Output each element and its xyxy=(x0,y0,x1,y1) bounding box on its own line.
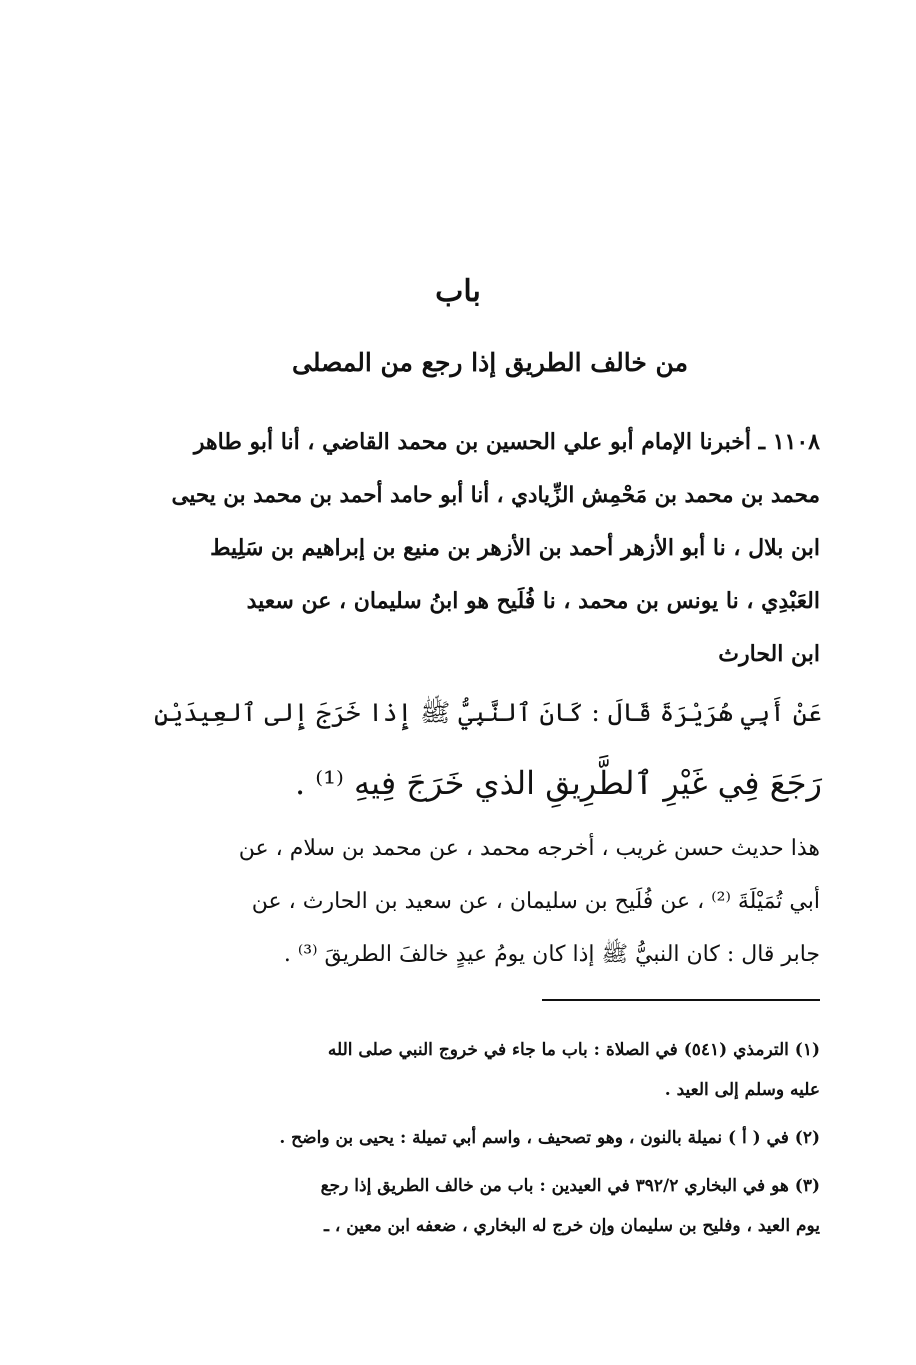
footnote-line: عليه وسلم إلى العيد . xyxy=(664,1080,820,1100)
chapter-subtitle: من خالف الطريق إذا رجع من المصلى xyxy=(292,348,688,377)
footnote-2 xyxy=(160,1118,820,1158)
hadith-commentary xyxy=(160,822,820,981)
matn-line: رَجَعَ فِي غَيْرِ ٱلطَّرِيقِ الذي خَرَجَ فِيهِ ⁽¹⁾ . xyxy=(294,764,822,802)
footnote-line: (١) الترمذي (٥٤١) في الصلاة : باب ما جاء في خروج النبي صلى الله xyxy=(327,1040,820,1060)
isnad-line: ابن الحارث xyxy=(718,641,820,667)
isnad-line: محمد بن محمد بن مَحْمِش الزِّيادي ، أنا أبو حامد أحمد بن محمد بن يحيى xyxy=(171,483,820,508)
footnote-divider xyxy=(542,999,820,1001)
chapter-heading: باب xyxy=(435,274,481,309)
footnote-3 xyxy=(160,1166,820,1246)
isnad-line: العَبْدِي ، نا يونس بن محمد ، نا فُلَيح هو ابنُ سليمان ، عن سعيد xyxy=(246,588,820,614)
isnad-line: ١١٠٨ ـ أخبرنا الإمام أبو علي الحسين بن محمد القاضي ، أنا أبو طاهر xyxy=(193,429,820,455)
matn-line: عَنْ أَبِي هُرَيْرَةَ قَالَ : كَانَ ٱلنَّبِيُّ ﷺ إِذا خَرَجَ إِلى ٱلعِيدَيْنِ xyxy=(153,698,822,727)
commentary-line: أبي تُمَيْلَةَ ⁽²⁾ ، عن فُلَيح بن سليمان ، عن سعيد بن الحارث ، عن xyxy=(251,889,820,914)
commentary-line: جابر قال : كان النبيُّ ﷺ إذا كان يومُ عيدٍ خالفَ الطريقَ ⁽³⁾ . xyxy=(283,942,820,967)
footnotes xyxy=(160,1030,820,1246)
footnote-line: يوم العيد ، وفليح بن سليمان وإن خرج له البخاري ، ضعفه ابن معين ، ـ xyxy=(323,1216,820,1236)
hadith-isnad xyxy=(160,416,820,681)
footnote-line: (٣) هو في البخاري ٣٩٢/٢ في العيدين : باب من خالف الطريق إذا رجع xyxy=(320,1176,820,1196)
hadith-matn xyxy=(150,678,822,818)
footnote-line: (٢) في ( أ ) نميلة بالنون ، وهو تصحيف ، واسم أبي تميلة : يحيى بن واضح . xyxy=(279,1128,820,1148)
commentary-line: هذا حديث حسن غريب ، أخرجه محمد ، عن محمد بن سلام ، عن xyxy=(238,836,820,861)
footnote-1 xyxy=(160,1030,820,1110)
isnad-line: ابن بلال ، نا أبو الأزهر أحمد بن الأزهر بن منيع بن إبراهيم بن سَلِيط xyxy=(210,535,820,561)
